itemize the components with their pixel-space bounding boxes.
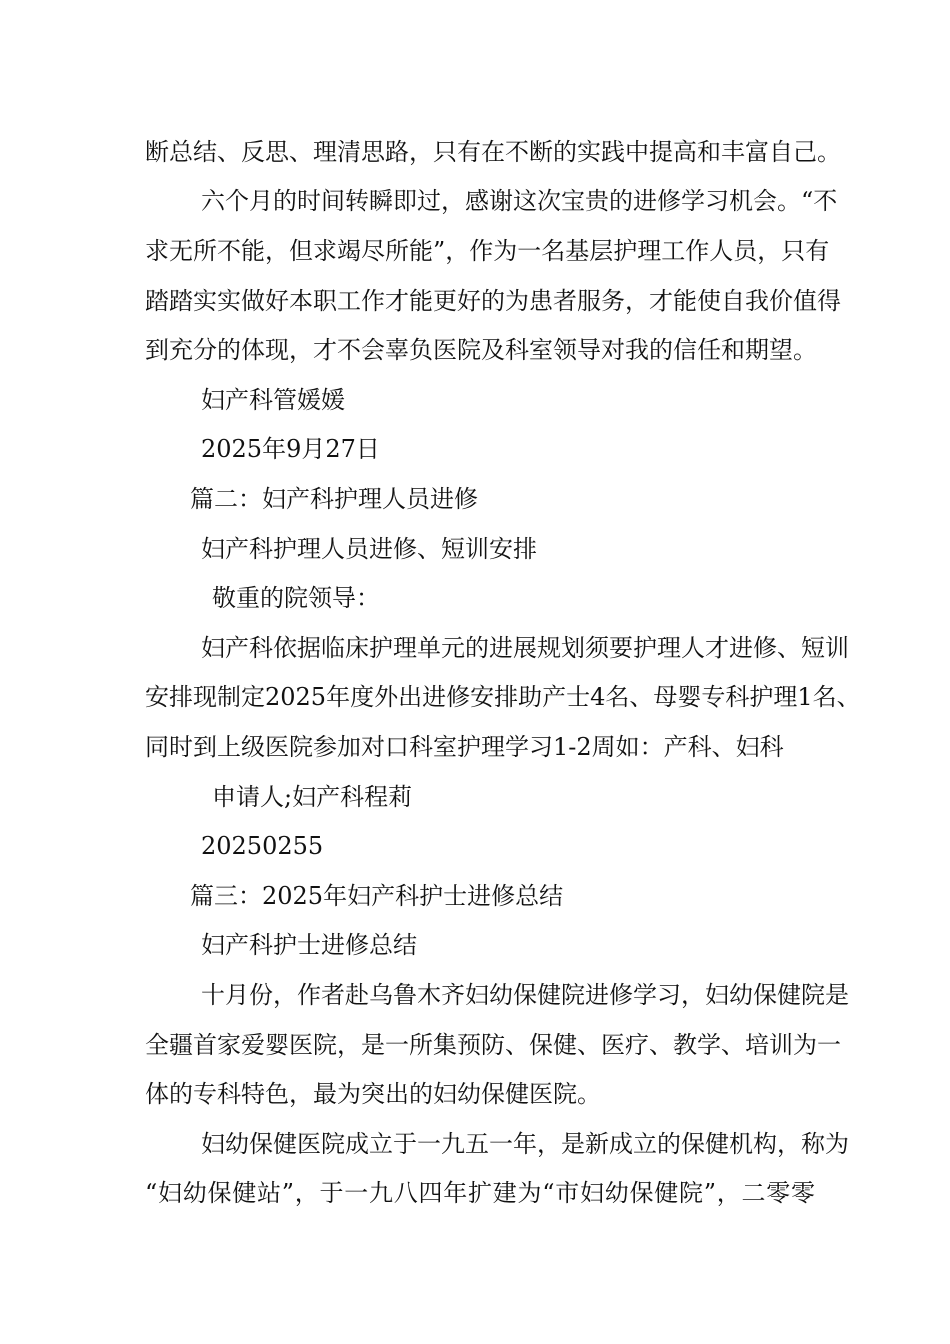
signature-name: 妇产科管媛媛 (201, 386, 345, 414)
section-heading: 篇二：妇产科护理人员进修 (190, 485, 478, 513)
applicant-line: 申请人;妇产科程莉 (212, 783, 413, 811)
text-line: “妇幼保健站”，于一九八四年扩建为“市妇幼保健院”，二零零 (145, 1179, 815, 1207)
text-line: 安排现制定2025年度外出进修安排助产士4名、母婴专科护理1名、 (145, 683, 861, 711)
text-line: 到充分的体现，才不会辜负医院及科室领导对我的信任和期望。 (145, 336, 817, 364)
text-line: 全疆首家爱婴医院，是一所集预防、保健、医疗、教学、培训为一 (145, 1031, 841, 1059)
section-heading: 篇三：2025年妇产科护士进修总结 (190, 882, 564, 910)
document-number: 20250255 (201, 832, 324, 860)
text-line: 妇幼保健医院成立于一九五一年，是新成立的保健机构，称为 (201, 1130, 849, 1158)
section-subtitle: 妇产科护理人员进修、短训安排 (201, 535, 537, 563)
text-line: 踏踏实实做好本职工作才能更好的为患者服务，才能使自我价值得 (145, 287, 841, 315)
salutation: 敬重的院领导： (212, 584, 380, 612)
text-line: 妇产科依据临床护理单元的进展规划须要护理人才进修、短训 (201, 634, 849, 662)
section-subtitle: 妇产科护士进修总结 (201, 931, 417, 959)
text-line: 体的专科特色，最为突出的妇幼保健医院。 (145, 1080, 601, 1108)
text-line: 求无所不能，但求竭尽所能”，作为一名基层护理工作人员，只有 (145, 237, 830, 265)
signature-date: 2025年9月27日 (201, 435, 380, 463)
text-line: 同时到上级医院参加对口科室护理学习1-2周如：产科、妇科 (145, 733, 784, 761)
text-line: 六个月的时间转瞬即过，感谢这次宝贵的进修学习机会。“不 (201, 187, 838, 215)
text-line: 断总结、反思、理清思路，只有在不断的实践中提高和丰富自己。 (145, 138, 841, 166)
text-line: 十月份，作者赴乌鲁木齐妇幼保健院进修学习，妇幼保健院是 (201, 981, 849, 1009)
